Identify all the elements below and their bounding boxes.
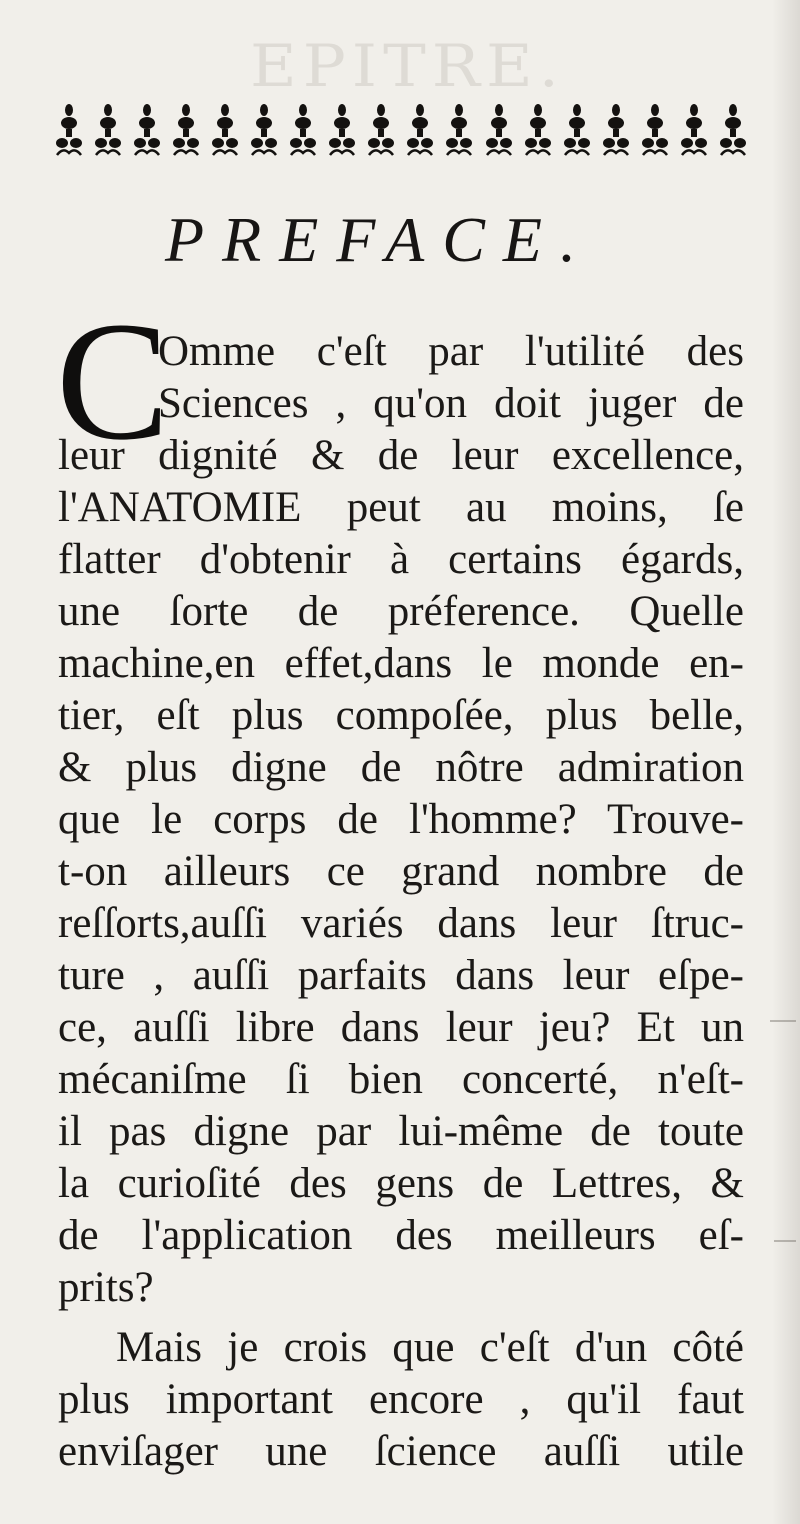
- text-line: plus important encore , qu'il faut: [58, 1376, 744, 1423]
- floral-ornament-icon: [55, 101, 83, 159]
- floral-ornament-icon: [406, 101, 434, 159]
- page-title: PREFACE.: [165, 204, 594, 275]
- text-line: ce, auſſi libre dans leur jeu? Et un: [58, 1004, 744, 1051]
- text-line: tier, eſt plus compoſée, plus belle,: [58, 692, 744, 739]
- text-line: reſſorts,auſſi variés dans leur ſtruc-: [58, 900, 744, 947]
- floral-ornament-icon: [719, 101, 747, 159]
- text-line: il pas digne par lui-même de toute: [58, 1108, 744, 1155]
- floral-ornament-icon: [94, 101, 122, 159]
- floral-ornament-icon: [250, 101, 278, 159]
- ornament-band: [55, 100, 747, 160]
- drop-cap: C: [56, 287, 170, 475]
- text-line: de l'application des meilleurs eſ-: [58, 1212, 744, 1259]
- text-line: une ſorte de préference. Quelle: [58, 588, 744, 635]
- floral-ornament-icon: [172, 101, 200, 159]
- floral-ornament-icon: [289, 101, 317, 159]
- text-line: enviſager une ſcience auſſi utile: [58, 1428, 744, 1475]
- floral-ornament-icon: [602, 101, 630, 159]
- floral-ornament-icon: [133, 101, 161, 159]
- text-line: que le corps de l'homme? Trouve-: [58, 796, 744, 843]
- bleed-through-heading: EPITRE.: [250, 33, 565, 101]
- floral-ornament-icon: [485, 101, 513, 159]
- text-line: ture , auſſi parfaits dans leur eſpe-: [58, 952, 744, 999]
- text-line: t-on ailleurs ce grand nombre de: [58, 848, 744, 895]
- text-line: & plus digne de nôtre admiration: [58, 744, 744, 791]
- floral-ornament-icon: [524, 101, 552, 159]
- page-edge-shadow: [772, 0, 800, 1524]
- floral-ornament-icon: [563, 101, 591, 159]
- text-line: prits?: [58, 1264, 154, 1311]
- text-line: machine,en effet,dans le monde en-: [58, 640, 744, 687]
- text-line: flatter d'obtenir à certains égards,: [58, 536, 744, 583]
- text-line: Omme c'eſt par l'utilité des: [158, 328, 744, 375]
- floral-ornament-icon: [367, 101, 395, 159]
- floral-ornament-icon: [680, 101, 708, 159]
- floral-ornament-icon: [445, 101, 473, 159]
- text-line: l'ANATOMIE peut au moins, ſe: [58, 484, 744, 531]
- floral-ornament-icon: [211, 101, 239, 159]
- text-line: Sciences , qu'on doit juger de: [158, 380, 744, 427]
- floral-ornament-icon: [328, 101, 356, 159]
- text-line: la curioſité des gens de Lettres, &: [58, 1160, 744, 1207]
- text-line: mécaniſme ſi bien concerté, n'eſt-: [58, 1056, 744, 1103]
- text-line: leur dignité & de leur excellence,: [58, 432, 744, 479]
- floral-ornament-icon: [641, 101, 669, 159]
- text-line: Mais je crois que c'eſt d'un côté: [116, 1324, 744, 1371]
